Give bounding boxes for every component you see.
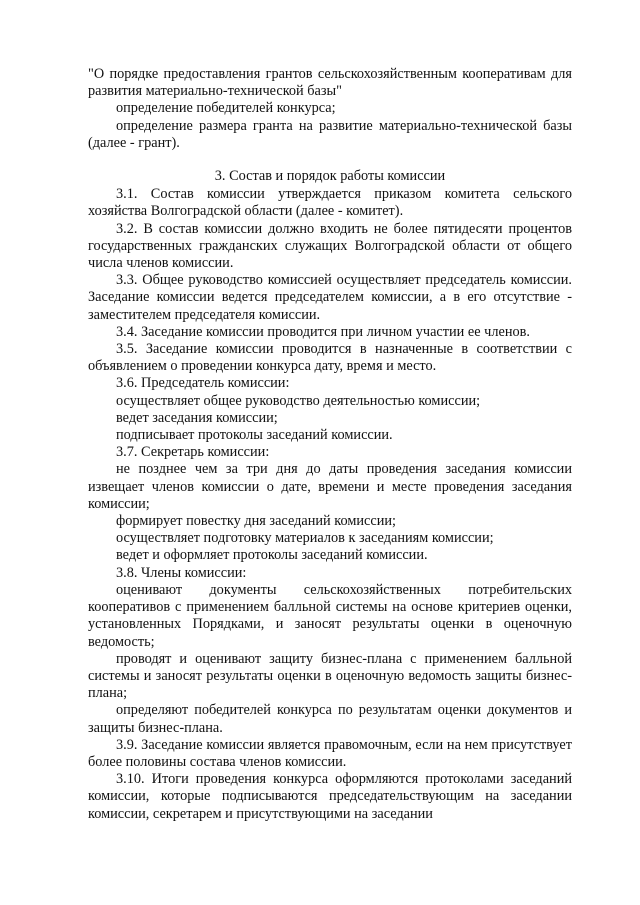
paragraph-3-5: 3.5. Заседание комиссии проводится в назначенные в соответствии с объявлением о проведении конкурса дату, время и место. xyxy=(88,341,572,375)
section-heading: 3. Состав и порядок работы комиссии xyxy=(214,168,446,185)
document-title-line: "О порядке предоставления грантов сельскохозяйственным кооперативам для развития материально-технической базы" xyxy=(88,66,572,100)
list-item: ведет и оформляет протоколы заседаний комиссии. xyxy=(116,547,428,564)
list-item: осуществляет подготовку материалов к заседаниям комиссии; xyxy=(116,530,494,547)
item-grant: определение размера гранта на развитие материально-технической базы (далее - грант). xyxy=(88,117,572,151)
paragraph-3-3: 3.3. Общее руководство комиссией осуществляет председатель комиссии. Заседание комиссии ведется председателем комиссии, а в его отсутствие - заместителем председателя комиссии. xyxy=(88,272,572,323)
list-item: осуществляет общее руководство деятельностью комиссии; xyxy=(116,392,481,409)
item-winners: определение победителей конкурса; xyxy=(116,100,336,117)
list-item: ведет заседания комиссии; xyxy=(116,409,278,426)
list-item: не позднее чем за три дня до даты проведения заседания комиссии извещает членов комиссии о дате, времени и месте проведения заседания комиссии; xyxy=(88,461,572,512)
list-item: формирует повестку дня заседаний комиссии; xyxy=(116,513,397,530)
paragraph-3-9: 3.9. Заседание комиссии является правомочным, если на нем присутствует более половины состава членов комиссии. xyxy=(88,736,572,770)
list-item: оценивают документы сельскохозяйственных потребительских кооперативов с применением балльной системы на основе критериев оценки, установленных Порядками, и заносят результаты оценки в оценочную ведомость; xyxy=(88,581,572,650)
paragraph-3-2: 3.2. В состав комиссии должно входить не более пятидесяти процентов государственных гражданских служащих Волгоградской области от общего числа членов комиссии. xyxy=(88,220,572,272)
list-item: подписывает протоколы заседаний комиссии. xyxy=(116,427,393,444)
list-item: определяют победителей конкурса по результатам оценки документов и защиты бизнес-плана. xyxy=(88,702,572,736)
paragraph-3-8: 3.8. Члены комиссии: xyxy=(116,564,247,581)
list-item: проводят и оценивают защиту бизнес-плана с применением балльной системы и заносят результаты оценки в оценочную ведомость защиты бизнес-плана; xyxy=(88,650,572,702)
paragraph-3-1: 3.1. Состав комиссии утверждается приказом комитета сельского хозяйства Волгоградской области (далее - комитет). xyxy=(88,186,572,220)
paragraph-3-10: 3.10. Итоги проведения конкурса оформляются протоколами заседаний комиссии, которые подписываются председательствующим на заседании комиссии, секретарем и присутствующими на заседании xyxy=(88,771,572,822)
paragraph-3-4: 3.4. Заседание комиссии проводится при личном участии ее членов. xyxy=(116,323,530,340)
paragraph-3-7: 3.7. Секретарь комиссии: xyxy=(116,444,270,461)
paragraph-3-6: 3.6. Председатель комиссии: xyxy=(116,375,290,392)
